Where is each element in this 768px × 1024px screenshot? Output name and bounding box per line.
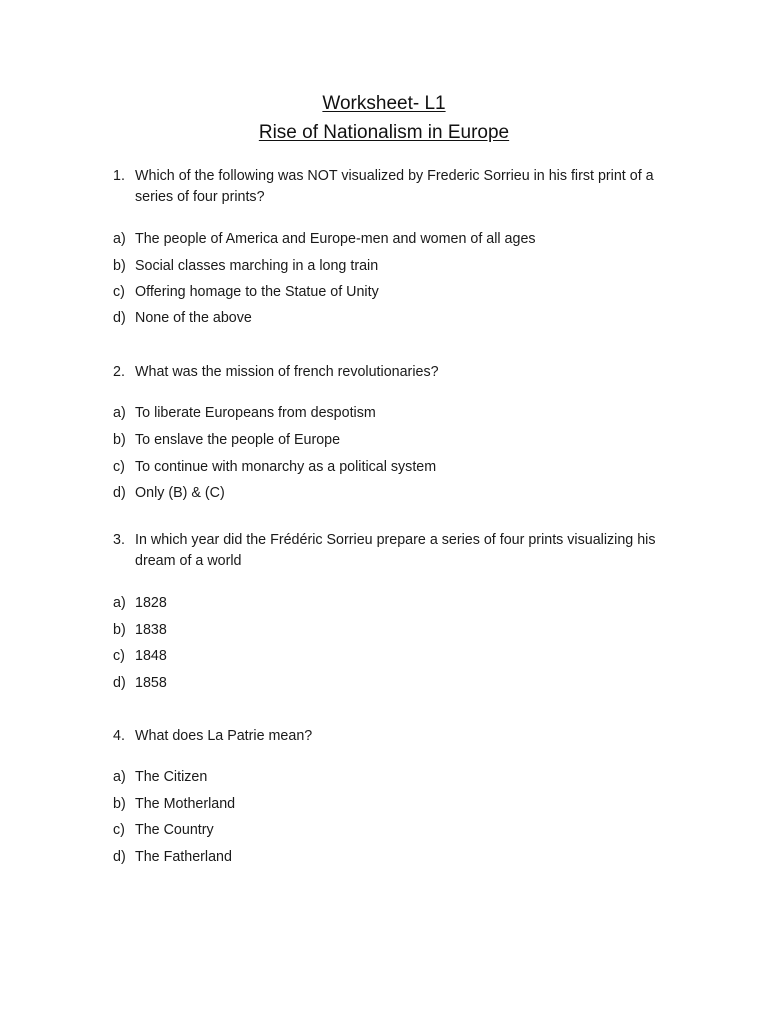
option-letter: a) — [113, 405, 126, 421]
question-2-option-c — [113, 457, 683, 477]
option-letter: c) — [113, 648, 125, 664]
question-text: What does La Patrie mean? — [135, 728, 313, 744]
option-text: 1828 — [135, 595, 167, 611]
option-letter: a) — [113, 231, 126, 247]
question-number: 1. — [113, 168, 125, 184]
question-4-option-b — [113, 794, 683, 814]
option-text: The people of America and Europe-men and women of all ages — [135, 231, 536, 247]
option-letter: d) — [113, 485, 126, 501]
question-3-option-b — [113, 620, 683, 640]
question-number: 3. — [113, 532, 125, 548]
option-letter: b) — [113, 622, 126, 638]
option-text: To liberate Europeans from despotism — [135, 405, 376, 421]
question-2 — [113, 362, 683, 383]
option-letter: d) — [113, 849, 126, 865]
question-3-option-c — [113, 646, 683, 666]
question-3-option-a — [113, 593, 683, 613]
option-letter: c) — [113, 284, 125, 300]
option-letter: d) — [113, 675, 126, 691]
question-4-option-a — [113, 767, 683, 787]
question-number: 4. — [113, 728, 125, 744]
option-text: The Country — [135, 822, 214, 838]
question-4-option-c — [113, 820, 683, 840]
worksheet-title: Worksheet- L1 — [322, 93, 446, 114]
option-text: 1838 — [135, 622, 167, 638]
question-1-option-d — [113, 308, 683, 328]
question-2-option-b — [113, 430, 683, 450]
worksheet-subtitle: Rise of Nationalism in Europe — [258, 122, 510, 143]
question-2-option-d — [113, 483, 683, 503]
option-text: Social classes marching in a long train — [135, 258, 379, 274]
question-1-option-c — [113, 282, 683, 302]
option-text: Offering homage to the Statue of Unity — [135, 284, 379, 300]
option-text: Only (B) & (C) — [135, 485, 225, 501]
option-letter: c) — [113, 822, 125, 838]
question-number: 2. — [113, 364, 125, 380]
option-letter: d) — [113, 310, 126, 326]
option-text: 1858 — [135, 675, 167, 691]
option-letter: b) — [113, 432, 126, 448]
option-letter: b) — [113, 796, 126, 812]
question-3 — [113, 530, 683, 572]
option-letter: c) — [113, 459, 125, 475]
question-3-option-d — [113, 673, 683, 693]
option-text: To enslave the people of Europe — [135, 432, 341, 448]
question-1-option-b — [113, 256, 683, 276]
option-letter: a) — [113, 595, 126, 611]
option-text: The Motherland — [135, 796, 236, 812]
question-4 — [113, 726, 683, 747]
question-1-option-a — [113, 229, 683, 249]
question-text: What was the mission of french revolutionaries? — [135, 364, 439, 380]
option-letter: a) — [113, 769, 126, 785]
option-text: The Citizen — [135, 769, 208, 785]
question-text: In which year did the Frédéric Sorrieu prepare a series of four prints visualizing his dream of a world — [135, 532, 656, 569]
question-2-option-a — [113, 403, 683, 423]
option-letter: b) — [113, 258, 126, 274]
option-text: None of the above — [135, 310, 252, 326]
question-text: Which of the following was NOT visualized by Frederic Sorrieu in his first print of a series of four prints? — [135, 168, 654, 205]
option-text: To continue with monarchy as a political system — [135, 459, 437, 475]
question-4-option-d — [113, 847, 683, 867]
option-text: The Fatherland — [135, 849, 232, 865]
question-1 — [113, 166, 683, 208]
option-text: 1848 — [135, 648, 167, 664]
